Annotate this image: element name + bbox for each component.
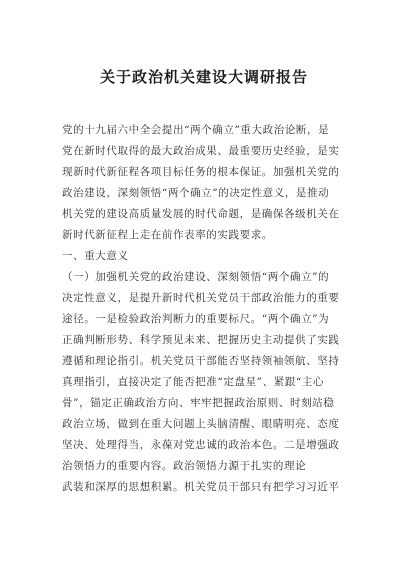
- body-line: 政治立场，做到在重大问题上头脑清醒、眼睛明亮、态度: [62, 418, 340, 430]
- body-line: 正确判断形势、科学预见未来、把握历史主动提供了实践: [62, 334, 340, 346]
- body-line: 决定性意义，是提升新时代机关党员干部政治能力的重要: [62, 292, 340, 304]
- body-line: 坚决、处理得当，永葆对党忠诚的政治本色。二是增强政: [62, 439, 340, 451]
- body-line: 党在新时代取得的最大政治成果、最重要历史经验，是实: [62, 145, 340, 157]
- body-line: 现新时代新征程各项目标任务的根本保证。加强机关党的: [62, 166, 340, 178]
- body-line: 骨”，锚定正确政治方向、牢牢把握政治原则、时刻站稳: [62, 397, 335, 409]
- body-line: 治领悟力的重要内容。政治领悟力源于扎实的理论: [62, 460, 307, 472]
- section-heading: 一、重大意义: [62, 250, 129, 262]
- body-line: 党的十九届六中全会提出“两个确立”重大政治论断，是: [62, 124, 330, 136]
- body-line: 途径。一是检验政治判断力的重要标尺。“两个确立”为: [62, 313, 330, 325]
- body-line: 新时代新征程上走在前作表率的实践要求。: [62, 229, 273, 241]
- body-line: （一）加强机关党的政治建设、深刻领悟“两个确立”的: [62, 271, 330, 283]
- body-line: 政治建设，深刻领悟“两个确立”的决定性意义，是推动: [62, 187, 330, 199]
- document-title: 关于政治机关建设大调研报告: [99, 68, 308, 86]
- body-line: 遵循和理论指引。机关党员干部能否坚持领袖领航、坚持: [62, 355, 340, 367]
- body-line: 真理指引，直接决定了能否把准“定盘星”、紧跟“主心: [62, 376, 325, 388]
- body-line: 武装和深厚的思想积累。机关党员干部只有把学习习近平: [62, 481, 340, 493]
- document-body: [62, 120, 352, 498]
- body-line: 机关党的建设高质量发展的时代命题，是确保各级机关在: [62, 208, 340, 220]
